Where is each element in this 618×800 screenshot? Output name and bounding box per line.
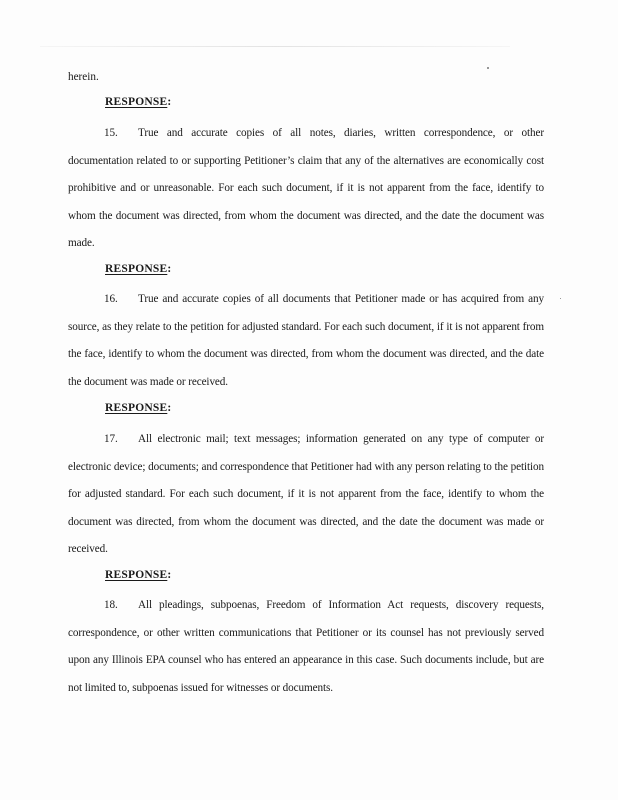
- paragraph-15: [68, 120, 544, 258]
- response-heading: [105, 96, 171, 108]
- response-heading-label: RESPONSE: [105, 96, 168, 108]
- scan-artifact-line: [40, 46, 510, 47]
- paragraph-number: 16.: [104, 293, 118, 305]
- paragraph-16: [68, 286, 544, 396]
- scan-speck: [560, 298, 561, 299]
- response-heading-label: RESPONSE: [105, 263, 168, 275]
- response-heading: [105, 402, 171, 414]
- scan-speck: [487, 67, 489, 69]
- paragraph-17: [68, 426, 544, 564]
- response-heading-colon: :: [167, 96, 172, 108]
- response-heading: [105, 263, 171, 275]
- response-heading-colon: :: [167, 569, 172, 581]
- paragraph-text: True and accurate copies of all notes, diaries, written correspondence, or other documentation related to or supporting Petitioner’s claim that any of the alternatives are economically cost prohibitive and or unreasonable. For each such document, if it is not apparent from the face, identify to whom the document was directed, from whom the document was directed, and the date the document was made.: [68, 127, 544, 250]
- continuation-text: herein.: [68, 71, 99, 83]
- paragraph-text: All pleadings, subpoenas, Freedom of Information Act requests, discovery requests, correspondence, or other written communications that Petitioner or its counsel has not previously served upon any Illinois EPA counsel who has entered an appearance in this case. Such documents include, but are not limited to, subpoenas issued for witnesses or documents.: [68, 599, 544, 694]
- response-heading-colon: :: [167, 402, 172, 414]
- paragraph-number: 17.: [104, 433, 118, 445]
- response-heading-label: RESPONSE: [105, 402, 168, 414]
- response-heading: [105, 569, 171, 581]
- paragraph-text: True and accurate copies of all documents that Petitioner made or has acquired from any source, as they relate to the petition for adjusted standard. For each such document, if it is not apparent from the face, identify to whom the document was directed, from whom the document was directed, and the date the document was made or received.: [68, 293, 544, 388]
- paragraph-text: All electronic mail; text messages; information generated on any type of computer or electronic device; documents; and correspondence that Petitioner had with any person relating to the petition for adjusted standard. For each such document, if it is not apparent from the face, identify to whom the document was directed, from whom the document was directed, and the date the document was made or received.: [68, 433, 544, 556]
- response-heading-label: RESPONSE: [105, 569, 168, 581]
- paragraph-number: 15.: [104, 127, 118, 139]
- response-heading-colon: :: [167, 263, 172, 275]
- paragraph-18: [68, 592, 544, 702]
- paragraph-number: 18.: [104, 599, 118, 611]
